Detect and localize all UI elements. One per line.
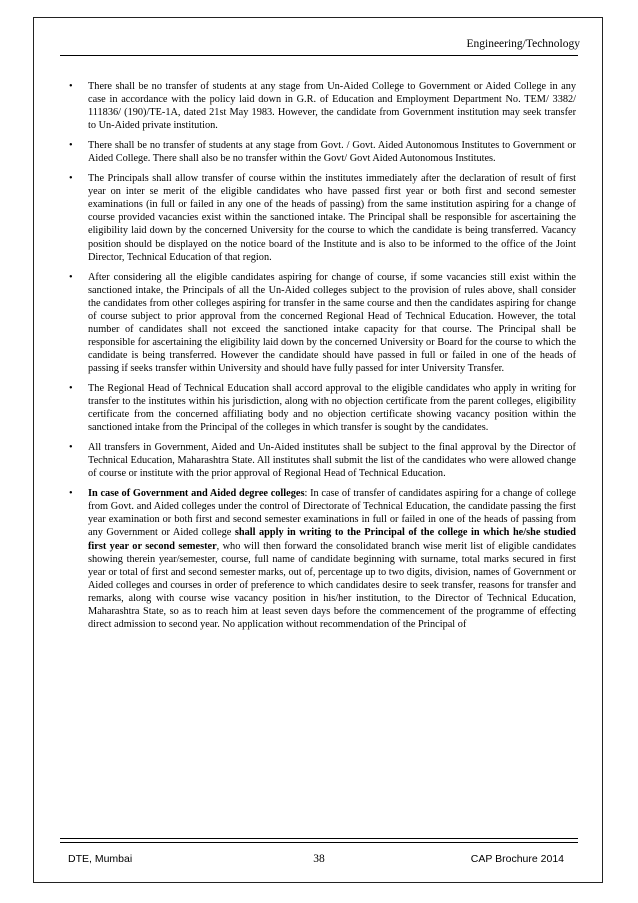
text-run: : In case of transfer of candidates aspiring for a change of college from Govt. and Aided colleges under the control of Directorate of Technical Education, the candidate passing the first year examination or both first and second semester examinations in full or failed in one of the heads of passing from any Government or Aided college xyxy=(88,488,576,539)
page-number: 38 xyxy=(313,853,325,865)
bullet-point-icon: • xyxy=(69,382,73,394)
bold-text: shall apply in writing to the Principal of the college in which he/she studied first year or second semester xyxy=(88,527,576,552)
bullet-text xyxy=(88,382,578,434)
bullet-item xyxy=(60,487,578,631)
footer-organization: DTE, Mumbai xyxy=(68,853,133,865)
bullet-item xyxy=(60,271,578,375)
bullet-text xyxy=(88,271,578,375)
text-run: The Principals shall allow transfer of course within the institutes immediately after the declaration of result of first year on inter se merit of the eligible candidates who have passed first year or both first and second semester examinations (in full or failed in any one of the heads of passing) from the same institution aspiring for a change of course provided vacancies exist within the sanctioned intake. The Principal shall be responsible for ascertaining the eligibility laid down by the concerned University for the course to which the candidate is being transferred. Vacancy position should be displayed on the notice board of the Institute and is also to be informed to the office of the Joint Director, Technical Education of that region. xyxy=(88,173,576,263)
bullet-item xyxy=(60,172,578,263)
running-header: Engineering/Technology xyxy=(466,38,580,50)
document-body xyxy=(60,80,578,638)
bold-text: In case of Government and Aided degree colleges xyxy=(88,488,305,500)
bullet-point-icon: • xyxy=(69,173,73,185)
text-run: The Regional Head of Technical Education shall accord approval to the eligible candidates who apply in writing for transfer to the institutes within his jurisdiction, along with no objection certificate from the parent colleges, eligibility certificate from the concerned affiliating body and no objection certificate showing vacancy position within the sanctioned intake from the Principal of the colleges in which transfer is sought by the candidates. xyxy=(88,382,576,434)
bullet-text xyxy=(88,139,578,165)
text-run: All transfers in Government, Aided and Un-Aided institutes shall be subject to the final approval by the Director of Technical Education, Maharashtra State. All institutes shall submit the list of the candidates who were allowed change of course or institute with the prior approval of Regional Head of Technical Education. xyxy=(88,442,576,480)
footer-document-title: CAP Brochure 2014 xyxy=(470,853,564,865)
bullet-item xyxy=(60,441,578,480)
bullet-point-icon: • xyxy=(69,488,73,500)
bullet-text xyxy=(88,441,578,480)
text-run: , who will then forward the consolidated branch wise merit list of eligible candidates showing therein year/semester, course, full name of candidate beginning with surname, total marks secured in first year or total of first and second semester marks, out of, percentage up to two digits, division, names of Government or Aided colleges and courses in order of preference to which candidates desire to seek transfer, reasons for transfer and remarks, along with course wise vacancy position in his/her institution, to the Director of Technical Education, Maharashtra State, so as to reach him at least seven days before the commencement of the programme of effecting direct admission to second year. No application without recommendation of the Principal of xyxy=(88,540,576,630)
bullet-item xyxy=(60,382,578,434)
bullet-text xyxy=(88,80,578,132)
bullet-item xyxy=(60,139,578,165)
bullet-point-icon: • xyxy=(69,442,73,454)
text-run: There shall be no transfer of students at any stage from Govt. / Govt. Aided Autonomous Institutes to Government or Aided College. There shall also be no transfer within the Govt/ Govt Aided Autonomous Institutes. xyxy=(88,140,576,165)
bullet-item xyxy=(60,80,578,132)
header-rule xyxy=(60,55,578,56)
bullet-point-icon: • xyxy=(69,140,73,152)
footer-rule-top xyxy=(60,838,578,839)
text-run: There shall be no transfer of students at any stage from Un-Aided College to Government or Aided College in any case in accordance with the policy laid down in G.R. of Education and Employment Department No. TEM/ 3382/ 111836/ (190)/TE-1A, dated 21st May 1983. However, the candidate from Government institution may seek transfer to Un-Aided private institution. xyxy=(88,81,576,132)
footer-rule-bottom xyxy=(60,842,578,843)
bullet-point-icon: • xyxy=(69,81,73,92)
text-run: After considering all the eligible candidates aspiring for change of course, if some vacancies still exist within the sanctioned intake, the Principals of all the Un-Aided colleges subject to the provision of rules above, shall consider the candidates from other colleges aspiring for transfer in the same course and then the candidates aspiring for change of course subject to prior approval from the concerned Regional Head of Technical Education. However, the total number of candidates shall not exceed the sanctioned intake capacity for that course. The Principal shall be responsible for ascertaining the eligibility laid down by the concerned University or Board for the course to which the candidate is being transferred. However the candidate should have passed in full or failed in one of the heads of passing if seeks transfer within University and should have fully passed for inter University Transfer. xyxy=(88,271,576,374)
bullet-point-icon: • xyxy=(69,271,73,283)
bullet-text xyxy=(88,487,578,631)
bullet-text xyxy=(88,172,578,263)
